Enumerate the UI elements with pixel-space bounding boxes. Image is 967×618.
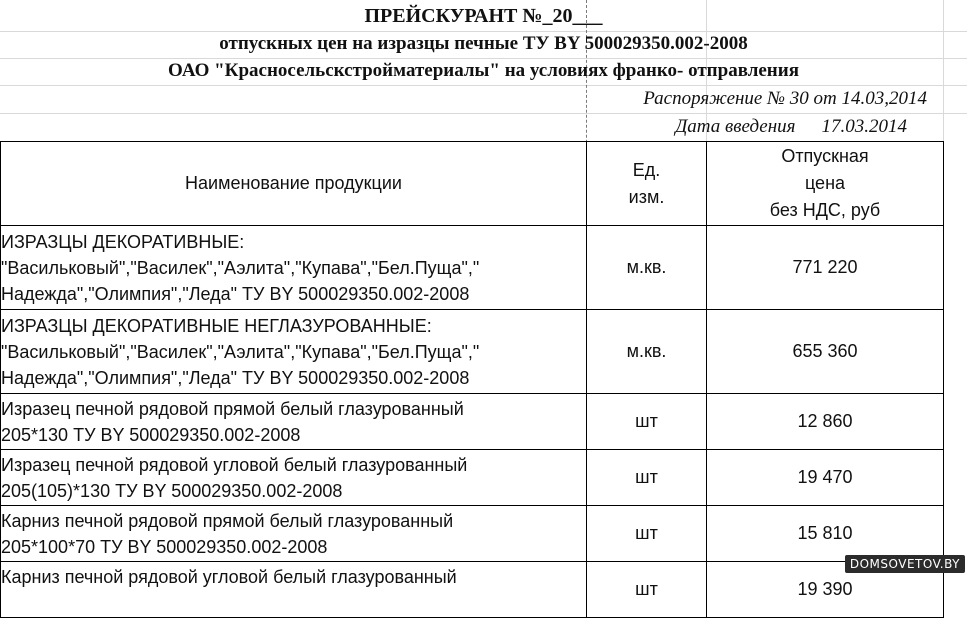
price-cell: 19 470 [707,450,944,506]
price-cell: 19 390 [707,562,944,618]
introduction-date [675,116,907,138]
unit-cell: м.кв. [587,310,707,394]
gridline [0,113,967,114]
table-row [1,394,944,450]
table-header-row [1,142,944,226]
table-row [1,506,944,562]
unit-cell: шт [587,394,707,450]
gridline [0,85,967,86]
product-name-cell: Карниз печной рядовой прямой белый глазурованный 205*100*70 ТУ BY 500029350.002-2008 [1,506,587,562]
watermark-logo: DOMSOVETOV.BY [845,555,965,573]
unit-cell: м.кв. [587,226,707,310]
product-name-cell: ИЗРАЗЦЫ ДЕКОРАТИВНЫЕ НЕГЛАЗУРОВАННЫЕ: "Васильковый","Василек","Аэлита","Купава","Бел.Пуща"," Надежда","Олимпия","Леда" ТУ BY 500029350.002-2008 [1,310,587,394]
table-row [1,562,944,618]
table-row [1,450,944,506]
company-subtitle: ОАО "Красносельскстройматериалы" на условиях франко- отправления [168,60,799,81]
price-cell: 655 360 [707,310,944,394]
unit-cell: шт [587,450,707,506]
gridline [0,31,967,32]
price-list-title: ПРЕЙСКУРАНТ №_20___ [364,5,603,27]
product-name-cell: Изразец печной рядовой прямой белый глазурованный 205*130 ТУ BY 500029350.002-2008 [1,394,587,450]
introduction-date-label: Дата введения [675,116,796,137]
price-cell: 12 860 [707,394,944,450]
price-cell: 771 220 [707,226,944,310]
introduction-date-value: 17.03.2014 [821,116,907,137]
product-name-cell: ИЗРАЗЦЫ ДЕКОРАТИВНЫЕ: "Васильковый","Василек","Аэлита","Купава","Бел.Пуща"," Надежда","Олимпия","Леда" ТУ BY 500029350.002-2008 [1,226,587,310]
price-table [0,141,944,618]
product-name-cell: Карниз печной рядовой угловой белый глазурованный [1,562,587,618]
table-row [1,226,944,310]
price-cell: 15 810 [707,506,944,562]
column-header-unit: Ед. изм. [587,142,707,226]
column-header-price: Отпускная цена без НДС, руб [707,142,944,226]
unit-cell: шт [587,562,707,618]
table-row [1,310,944,394]
column-header-name: Наименование продукции [1,142,587,226]
gridline [0,58,967,59]
order-reference: Распоряжение № 30 от 14.03,2014 [643,88,927,109]
unit-cell: шт [587,506,707,562]
price-list-subtitle: отпускных цен на изразцы печные ТУ BY 500029350.002-2008 [219,33,748,54]
product-name-cell: Изразец печной рядовой угловой белый глазурованный 205(105)*130 ТУ BY 500029350.002-2008 [1,450,587,506]
